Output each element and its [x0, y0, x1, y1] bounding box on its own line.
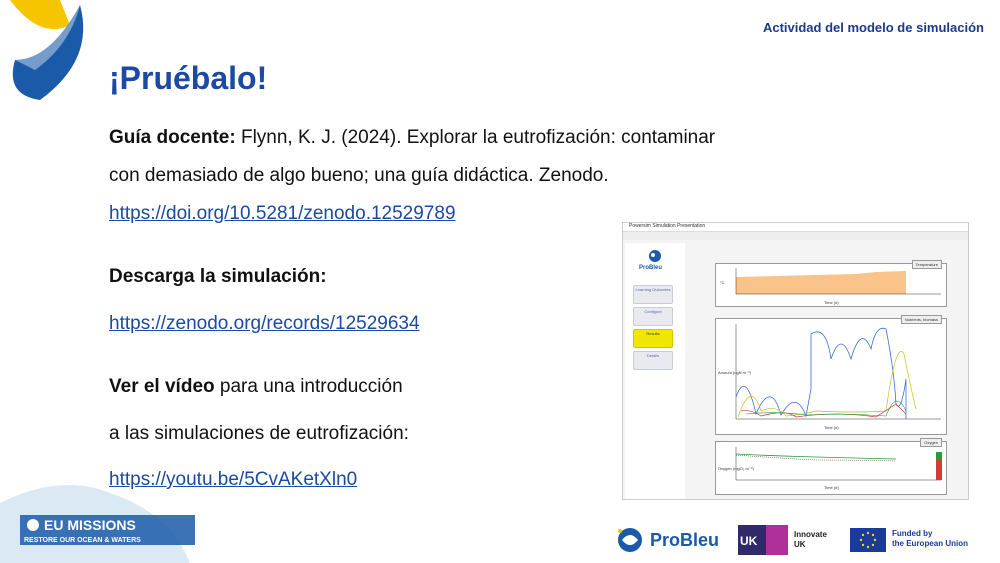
- oxygen-panel-label: Oxygen: [920, 438, 942, 447]
- download-link[interactable]: https://zenodo.org/records/12529634: [109, 313, 420, 334]
- oxygen-panel: [715, 441, 947, 495]
- temperature-plot: [716, 264, 946, 306]
- nutrients-x-label: Time (d): [824, 425, 839, 430]
- sim-btn-configure[interactable]: Configure: [633, 307, 673, 326]
- eu-missions-subtitle: RESTORE OUR OCEAN & WATERS: [24, 537, 141, 544]
- probleu-logo-icon: [614, 525, 646, 555]
- innovate-line-1: Innovate: [794, 530, 827, 539]
- innovate-uk-text: [794, 530, 827, 550]
- download-heading: [109, 266, 327, 288]
- nutrients-panel: [715, 318, 947, 435]
- guide-link[interactable]: https://doi.org/10.5281/zenodo.12529789: [109, 203, 456, 224]
- eu-missions-banner: [0, 483, 200, 563]
- funded-line-2: the European Union: [892, 539, 968, 548]
- temperature-panel-label: Temperature: [912, 260, 942, 269]
- ukri-logo-icon: [738, 525, 788, 555]
- sim-sidebar: [625, 243, 685, 499]
- partner-logos: [612, 522, 972, 558]
- temperature-panel: [715, 263, 947, 307]
- sim-window-title: Powersim Simulation Presentation: [629, 223, 706, 229]
- funded-line-1: Funded by: [892, 529, 933, 538]
- temperature-x-label: Time (d): [824, 300, 839, 305]
- sim-btn-learning-outcomes[interactable]: Learning Outcomes: [633, 285, 673, 304]
- guide-text-1: Flynn, K. J. (2024). Explorar la eutrofización: contaminar: [235, 127, 716, 148]
- nutrients-y-label: Amount (ugN m⁻³): [718, 370, 751, 375]
- nutrients-panel-label: Nutrients, biomass: [901, 315, 942, 324]
- guide-line-1: [109, 127, 715, 149]
- video-label: Ver el vídeo: [109, 376, 215, 397]
- sim-btn-details[interactable]: Details: [633, 351, 673, 370]
- eu-flag-icon: [850, 528, 886, 552]
- nutrients-plot: [716, 319, 946, 434]
- video-line-1: [109, 376, 403, 398]
- activity-label: Actividad del modelo de simulación: [762, 20, 984, 35]
- guide-line-2: con demasiado de algo bueno; una guía didáctica. Zenodo.: [109, 165, 609, 186]
- probleu-corner-logo: [0, 0, 100, 105]
- oxygen-plot: [716, 442, 946, 494]
- sim-btn-results[interactable]: Results: [633, 329, 673, 348]
- video-link[interactable]: https://youtu.be/5CvAKetXln0: [109, 469, 358, 490]
- download-label: Descarga la simulación:: [109, 266, 327, 287]
- innovate-line-2: UK: [794, 540, 806, 549]
- oxygen-y-label: Oxygen (mgO₂ m⁻³): [718, 466, 754, 471]
- sim-toolbar: [623, 232, 968, 240]
- probleu-mini-logo-icon: [647, 249, 663, 263]
- svg-text:UK: UK: [740, 534, 758, 548]
- page-title: ¡Pruébalo!: [109, 60, 268, 96]
- video-line-2: a las simulaciones de eutrofización:: [109, 423, 409, 444]
- funded-by-eu-text: [892, 529, 968, 549]
- probleu-logo-text: ProBleu: [650, 530, 720, 550]
- guide-label: Guía docente:: [109, 127, 236, 148]
- simulation-screenshot: [622, 222, 969, 500]
- sim-window-titlebar: [623, 223, 968, 232]
- eu-missions-title: EU MISSIONS: [44, 517, 136, 533]
- oxygen-x-label: Time (d): [824, 485, 839, 490]
- temperature-y-label: °C: [720, 280, 725, 285]
- sim-brand: ProBleu: [639, 265, 663, 271]
- video-text-1: para una introducción: [214, 376, 403, 397]
